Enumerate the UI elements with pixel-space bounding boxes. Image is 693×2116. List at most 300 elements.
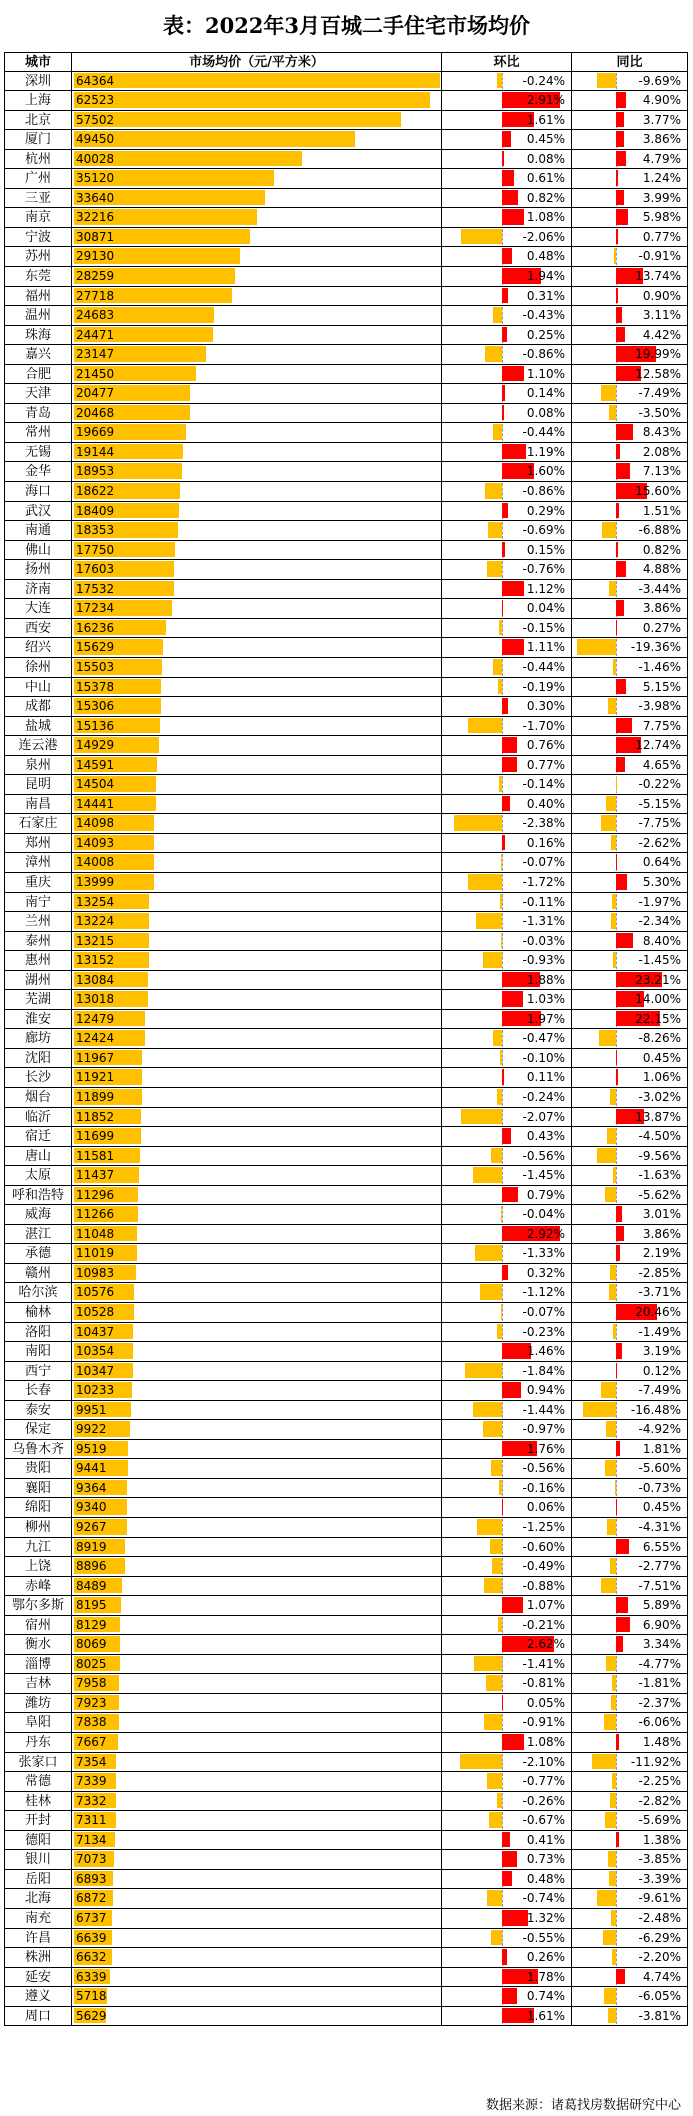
yoy-cell	[572, 560, 688, 580]
price-value: 6872	[76, 1891, 107, 1906]
price-value: 9364	[76, 1480, 107, 1495]
yoy-bar	[604, 1714, 616, 1730]
yoy-bar	[592, 1754, 616, 1770]
city-cell: 上饶	[4, 1557, 72, 1577]
city-cell: 连云港	[4, 736, 72, 756]
mom-cell	[442, 853, 572, 873]
mom-value: 0.08%	[526, 405, 565, 420]
city-cell: 吉林	[4, 1674, 72, 1694]
price-cell	[72, 267, 442, 287]
yoy-cell	[572, 247, 688, 267]
mom-cell	[442, 1127, 572, 1147]
table-row	[4, 443, 688, 463]
price-cell	[72, 521, 442, 541]
mom-bar	[500, 1050, 502, 1066]
mom-bar	[502, 1851, 517, 1867]
mom-bar	[493, 659, 502, 675]
table-row	[4, 697, 688, 717]
city-cell: 沈阳	[4, 1049, 72, 1069]
city-cell: 长春	[4, 1381, 72, 1401]
yoy-zero-line	[616, 1519, 617, 1536]
city-cell: 承德	[4, 1244, 72, 1264]
mom-cell	[442, 1362, 572, 1382]
price-cell	[72, 1459, 442, 1479]
mom-bar	[502, 327, 507, 343]
mom-zero-line	[502, 952, 503, 969]
yoy-cell	[572, 775, 688, 795]
price-cell	[72, 756, 442, 776]
yoy-cell	[572, 912, 688, 932]
yoy-zero-line	[616, 1714, 617, 1731]
price-value: 49450	[76, 132, 115, 147]
price-cell	[72, 1753, 442, 1773]
mom-cell	[442, 1889, 572, 1909]
price-value: 10233	[76, 1383, 115, 1398]
mom-cell	[442, 1968, 572, 1988]
yoy-zero-line	[616, 1148, 617, 1165]
city-cell: 桂林	[4, 1792, 72, 1812]
mom-cell	[442, 1283, 572, 1303]
yoy-bar	[612, 894, 616, 910]
yoy-value: -4.50%	[638, 1129, 681, 1144]
mom-value: 0.77%	[526, 757, 565, 772]
mom-bar	[502, 1988, 517, 2004]
mom-value: 0.25%	[526, 327, 565, 342]
mom-zero-line	[502, 718, 503, 735]
mom-zero-line	[502, 1050, 503, 1067]
yoy-value: -6.29%	[638, 1930, 681, 1945]
mom-cell	[442, 1323, 572, 1343]
table-row	[4, 1440, 688, 1460]
yoy-bar	[599, 1030, 616, 1046]
city-cell: 南阳	[4, 1342, 72, 1362]
table-row	[4, 1323, 688, 1343]
price-cell	[72, 1479, 442, 1499]
mom-bar	[502, 1734, 524, 1750]
city-cell: 南昌	[4, 795, 72, 815]
yoy-cell	[572, 1498, 688, 1518]
mom-bar	[483, 1421, 502, 1437]
yoy-value: -6.05%	[638, 1989, 681, 2004]
yoy-value: 2.19%	[642, 1246, 681, 1261]
price-cell	[72, 1538, 442, 1558]
yoy-bar	[616, 424, 633, 440]
yoy-bar	[605, 1187, 616, 1203]
yoy-zero-line	[616, 894, 617, 911]
mom-cell	[442, 72, 572, 92]
mom-value: 0.43%	[526, 1129, 565, 1144]
yoy-bar	[613, 952, 616, 968]
yoy-value: 0.45%	[642, 1500, 681, 1515]
city-cell: 深圳	[4, 72, 72, 92]
mom-value: -0.14%	[522, 777, 565, 792]
price-cell	[72, 1342, 442, 1362]
yoy-bar	[609, 581, 616, 597]
mom-value: -2.07%	[522, 1109, 565, 1124]
price-cell	[72, 1870, 442, 1890]
mom-cell	[442, 971, 572, 991]
data-source: 数据来源：诸葛找房数据研究中心	[485, 2098, 681, 2113]
yoy-cell	[572, 1968, 688, 1988]
table-row	[4, 1674, 688, 1694]
mom-bar	[483, 952, 502, 968]
mom-bar	[502, 405, 504, 421]
mom-cell	[442, 189, 572, 209]
city-cell: 德阳	[4, 1831, 72, 1851]
yoy-bar	[597, 73, 616, 89]
yoy-zero-line	[616, 1558, 617, 1575]
yoy-cell	[572, 72, 688, 92]
yoy-value: 20.46%	[635, 1305, 681, 1319]
yoy-value: -0.22%	[638, 777, 681, 792]
mom-value: -0.97%	[522, 1422, 565, 1437]
header-mom: 环比	[442, 52, 572, 72]
price-value: 10354	[76, 1344, 115, 1359]
yoy-bar	[597, 1890, 616, 1906]
price-value: 8025	[76, 1656, 107, 1671]
price-value: 9441	[76, 1461, 107, 1476]
mom-bar	[468, 718, 502, 734]
city-cell: 张家口	[4, 1753, 72, 1773]
yoy-bar	[608, 2008, 616, 2024]
mom-value: 0.31%	[526, 288, 565, 303]
yoy-cell	[572, 893, 688, 913]
yoy-bar	[603, 1930, 616, 1946]
mom-bar	[480, 1284, 502, 1300]
yoy-bar	[609, 1871, 616, 1887]
table-row	[4, 1459, 688, 1479]
price-value: 11967	[76, 1050, 115, 1065]
table-row	[4, 169, 688, 189]
table-row	[4, 1909, 688, 1929]
mom-bar	[499, 620, 502, 636]
price-value: 15136	[76, 718, 115, 733]
table-row	[4, 1108, 688, 1128]
table-row	[4, 247, 688, 267]
city-cell: 珠海	[4, 326, 72, 346]
yoy-cell	[572, 1987, 688, 2007]
yoy-bar	[616, 131, 624, 147]
city-cell: 南通	[4, 521, 72, 541]
mom-value: 1.97%	[526, 1011, 565, 1026]
mom-bar	[476, 913, 502, 929]
price-cell	[72, 1577, 442, 1597]
price-value: 24471	[76, 327, 115, 342]
mom-value: -0.10%	[522, 1050, 565, 1065]
yoy-value: 12.74%	[635, 738, 681, 753]
yoy-zero-line	[616, 1851, 617, 1868]
mom-zero-line	[502, 1793, 503, 1810]
price-cell	[72, 1616, 442, 1636]
mom-value: 1.07%	[526, 1598, 565, 1613]
mom-value: 1.11%	[526, 640, 565, 655]
price-cell	[72, 91, 442, 111]
yoy-value: -2.77%	[638, 1559, 681, 1574]
mom-value: 2.92%	[526, 1226, 565, 1241]
mom-zero-line	[502, 1284, 503, 1301]
yoy-cell	[572, 678, 688, 698]
price-value: 35120	[76, 171, 115, 186]
yoy-cell	[572, 1068, 688, 1088]
mom-value: -0.69%	[522, 523, 565, 538]
table-row	[4, 345, 688, 365]
city-cell: 延安	[4, 1968, 72, 1988]
yoy-cell	[572, 951, 688, 971]
yoy-cell	[572, 717, 688, 737]
mom-value: -1.45%	[522, 1168, 565, 1183]
mom-bar	[502, 1910, 528, 1926]
mom-value: -0.43%	[522, 308, 565, 323]
yoy-zero-line	[616, 815, 617, 832]
yoy-value: 3.99%	[642, 190, 681, 205]
table-row	[4, 1811, 688, 1831]
mom-zero-line	[502, 1656, 503, 1673]
city-cell: 杭州	[4, 150, 72, 170]
yoy-bar	[616, 933, 633, 949]
price-cell	[72, 560, 442, 580]
yoy-cell	[572, 91, 688, 111]
table-row	[4, 560, 688, 580]
yoy-value: -7.51%	[638, 1578, 681, 1593]
yoy-value: -2.34%	[638, 914, 681, 929]
mom-value: -0.77%	[522, 1774, 565, 1789]
yoy-cell	[572, 1674, 688, 1694]
yoy-cell	[572, 208, 688, 228]
yoy-bar	[605, 1460, 616, 1476]
yoy-zero-line	[616, 1460, 617, 1477]
price-value: 8489	[76, 1578, 107, 1593]
price-cell	[72, 1127, 442, 1147]
table-row	[4, 1068, 688, 1088]
mom-bar	[493, 1030, 502, 1046]
price-value: 8919	[76, 1539, 107, 1554]
price-cell	[72, 678, 442, 698]
yoy-zero-line	[616, 796, 617, 813]
table-row	[4, 1264, 688, 1284]
mom-cell	[442, 1948, 572, 1968]
mom-cell	[442, 2007, 572, 2027]
yoy-bar	[616, 1226, 624, 1242]
mom-cell	[442, 1459, 572, 1479]
table-row	[4, 1127, 688, 1147]
yoy-bar	[608, 698, 616, 714]
yoy-value: 0.77%	[642, 229, 681, 244]
mom-zero-line	[502, 776, 503, 793]
yoy-cell	[572, 1459, 688, 1479]
price-value: 33640	[76, 190, 115, 205]
price-cell	[72, 1362, 442, 1382]
mom-bar	[502, 366, 524, 382]
city-cell: 郑州	[4, 834, 72, 854]
price-cell	[72, 287, 442, 307]
price-value: 11581	[76, 1148, 115, 1163]
mom-cell	[442, 1108, 572, 1128]
yoy-cell	[572, 599, 688, 619]
mom-value: -0.81%	[522, 1676, 565, 1691]
price-cell	[72, 1029, 442, 1049]
yoy-cell	[572, 482, 688, 502]
city-cell: 海口	[4, 482, 72, 502]
table-row	[4, 1518, 688, 1538]
mom-cell	[442, 1166, 572, 1186]
yoy-bar	[611, 835, 616, 851]
price-cell	[72, 130, 442, 150]
yoy-value: 4.74%	[642, 1969, 681, 1984]
yoy-value: 4.79%	[642, 151, 681, 166]
yoy-cell	[572, 1850, 688, 1870]
yoy-value: -3.71%	[638, 1285, 681, 1300]
yoy-zero-line	[616, 385, 617, 402]
yoy-value: 0.82%	[642, 542, 681, 557]
price-value: 6893	[76, 1871, 107, 1886]
mom-bar	[488, 522, 502, 538]
yoy-zero-line	[616, 1167, 617, 1184]
city-cell: 许昌	[4, 1929, 72, 1949]
yoy-cell	[572, 326, 688, 346]
mom-bar	[500, 894, 502, 910]
mom-value: 0.16%	[526, 835, 565, 850]
price-value: 11296	[76, 1187, 115, 1202]
mom-cell	[442, 345, 572, 365]
mom-zero-line	[502, 815, 503, 832]
yoy-zero-line	[616, 522, 617, 539]
yoy-cell	[572, 1577, 688, 1597]
yoy-zero-line	[616, 405, 617, 422]
mom-value: -0.86%	[522, 347, 565, 362]
yoy-zero-line	[616, 1754, 617, 1771]
mom-cell	[442, 1010, 572, 1030]
yoy-bar	[616, 209, 628, 225]
yoy-value: 12.58%	[635, 366, 681, 381]
table-row	[4, 150, 688, 170]
city-cell: 嘉兴	[4, 345, 72, 365]
yoy-zero-line	[616, 1089, 617, 1106]
price-value: 11899	[76, 1089, 115, 1104]
mom-value: -0.16%	[522, 1480, 565, 1495]
yoy-bar	[613, 659, 616, 675]
yoy-value: 3.77%	[642, 112, 681, 127]
mom-cell	[442, 1186, 572, 1206]
mom-cell	[442, 502, 572, 522]
price-value: 12479	[76, 1011, 115, 1026]
city-cell: 无锡	[4, 443, 72, 463]
yoy-value: 0.64%	[642, 855, 681, 870]
yoy-bar	[611, 1695, 616, 1711]
yoy-zero-line	[616, 248, 617, 265]
city-cell: 保定	[4, 1420, 72, 1440]
city-cell: 昆明	[4, 775, 72, 795]
yoy-bar	[612, 1675, 616, 1691]
mom-value: 0.40%	[526, 796, 565, 811]
yoy-value: -3.50%	[638, 405, 681, 420]
mom-value: -0.88%	[522, 1578, 565, 1593]
city-cell: 三亚	[4, 189, 72, 209]
price-cell	[72, 1929, 442, 1949]
yoy-cell	[572, 1127, 688, 1147]
table-row	[4, 502, 688, 522]
price-table	[4, 52, 688, 2026]
city-cell: 宁波	[4, 228, 72, 248]
city-cell: 盐城	[4, 717, 72, 737]
mom-value: 0.48%	[526, 1871, 565, 1886]
city-cell: 漳州	[4, 853, 72, 873]
price-cell	[72, 1518, 442, 1538]
yoy-bar	[616, 620, 617, 636]
mom-cell	[442, 462, 572, 482]
mom-cell	[442, 873, 572, 893]
price-value: 14098	[76, 816, 115, 831]
mom-bar	[487, 1773, 502, 1789]
price-value: 12424	[76, 1031, 115, 1046]
mom-bar	[502, 757, 517, 773]
yoy-value: -3.85%	[638, 1852, 681, 1867]
mom-bar	[502, 600, 503, 616]
yoy-cell	[572, 1166, 688, 1186]
mom-bar	[486, 1675, 502, 1691]
price-cell	[72, 1987, 442, 2007]
table-row	[4, 1557, 688, 1577]
mom-cell	[442, 893, 572, 913]
yoy-bar	[616, 444, 620, 460]
header-price: 市场均价（元/平方米）	[72, 52, 442, 72]
mom-value: 1.78%	[526, 1969, 565, 1984]
price-value: 11699	[76, 1129, 115, 1144]
yoy-cell	[572, 130, 688, 150]
mom-bar	[502, 151, 504, 167]
yoy-bar	[610, 1089, 616, 1105]
price-value: 17234	[76, 601, 115, 616]
city-cell: 洛阳	[4, 1323, 72, 1343]
yoy-cell	[572, 756, 688, 776]
yoy-value: -2.62%	[638, 835, 681, 850]
yoy-cell	[572, 1889, 688, 1909]
mom-cell	[442, 912, 572, 932]
table-row	[4, 1479, 688, 1499]
mom-cell	[442, 1303, 572, 1323]
yoy-zero-line	[616, 639, 617, 656]
yoy-bar	[616, 854, 617, 870]
mom-bar	[485, 346, 502, 362]
price-cell	[72, 443, 442, 463]
mom-zero-line	[502, 561, 503, 578]
table-row	[4, 814, 688, 834]
mom-bar	[489, 1812, 502, 1828]
price-cell	[72, 1088, 442, 1108]
price-cell	[72, 111, 442, 131]
mom-bar	[461, 1109, 502, 1125]
yoy-bar	[605, 1812, 616, 1828]
yoy-value: 0.27%	[642, 620, 681, 635]
mom-value: -2.06%	[522, 229, 565, 244]
mom-cell	[442, 1205, 572, 1225]
mom-value: 2.62%	[526, 1637, 565, 1652]
city-cell: 廊坊	[4, 1029, 72, 1049]
yoy-cell	[572, 423, 688, 443]
yoy-value: 1.38%	[642, 1832, 681, 1847]
mom-bar	[502, 581, 524, 597]
yoy-bar	[609, 405, 616, 421]
mom-value: 0.76%	[526, 738, 565, 753]
price-value: 10347	[76, 1363, 115, 1378]
yoy-cell	[572, 1753, 688, 1773]
yoy-value: 5.98%	[642, 210, 681, 225]
yoy-value: 2.08%	[642, 444, 681, 459]
yoy-value: 5.89%	[642, 1598, 681, 1613]
mom-bar	[501, 933, 502, 949]
mom-value: -1.25%	[522, 1520, 565, 1535]
price-value: 13084	[76, 972, 115, 987]
price-cell	[72, 541, 442, 561]
